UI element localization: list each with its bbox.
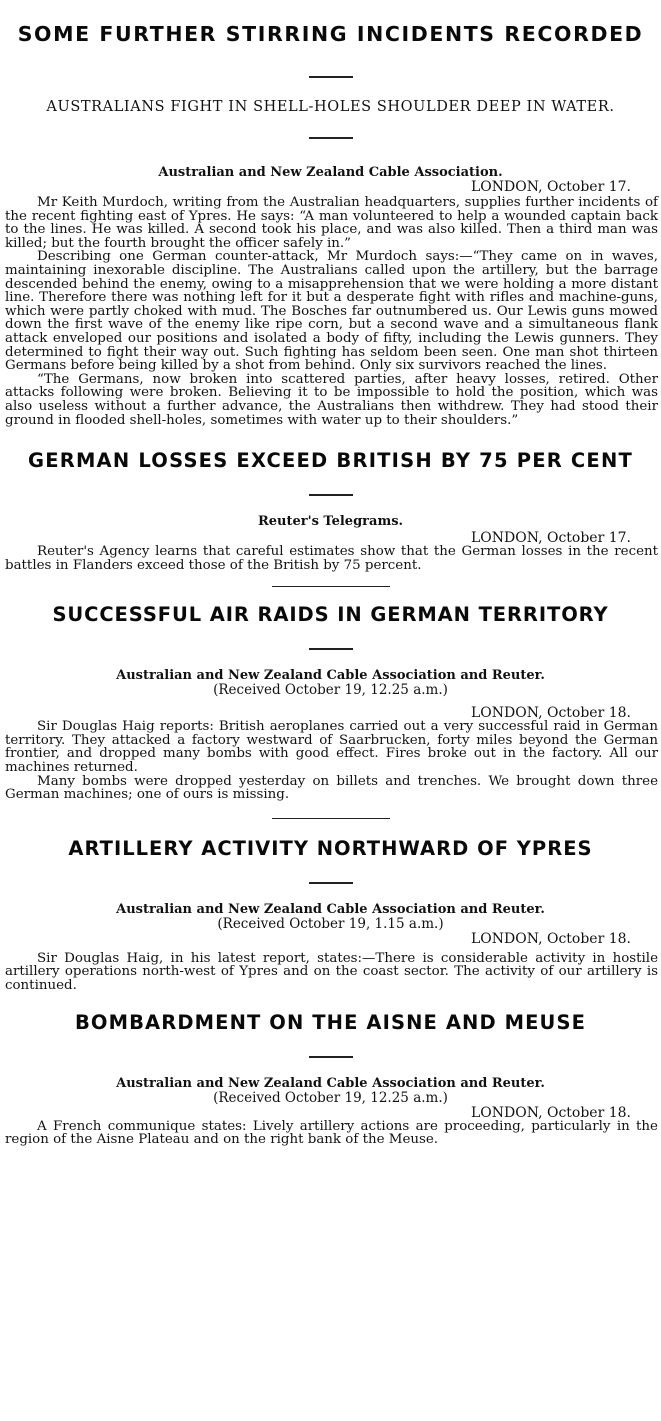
received-line: (Received October 19, 1.15 a.m.) (217, 915, 444, 932)
article-body (0, 720, 661, 802)
headline: GERMAN LOSSES EXCEED BRITISH BY 75 PER CENT (28, 449, 633, 473)
article-body (0, 545, 661, 572)
section-divider (272, 586, 390, 587)
article-2 (0, 449, 661, 572)
headline: SUCCESSFUL AIR RAIDS IN GERMAN TERRITORY (52, 603, 609, 627)
headline: ARTILLERY ACTIVITY NORTHWARD OF YPRES (68, 836, 593, 860)
subheadline: AUSTRALIANS FIGHT IN SHELL-HOLES SHOULDER DEEP IN WATER. (46, 99, 615, 115)
source-line: Australian and New Zealand Cable Association and Reuter. (116, 668, 545, 684)
paragraph: Many bombs were dropped yesterday on billets and trenches. We brought down three German machines; one of ours is missing. (5, 773, 658, 803)
divider (309, 76, 353, 78)
paragraph: Sir Douglas Haig reports: British aeroplanes carried out a very successful raid in German territory. They attacked a factory westward of Saarbrucken, forty miles beyond the German frontier, and dropped many bombs with good effect. Fires broke out in the factory. All our machines returned. (5, 719, 658, 776)
dateline: LONDON, October 18. (470, 705, 631, 722)
source-line: Australian and New Zealand Cable Association and Reuter. (116, 901, 545, 917)
article-body (0, 196, 661, 427)
article-3 (0, 603, 661, 802)
dateline: LONDON, October 17. (470, 530, 631, 547)
divider (309, 494, 353, 496)
dateline: LONDON, October 18. (470, 1104, 631, 1121)
paragraph: Describing one German counter-attack, Mr Murdoch says:—“They came on in waves, maintaining inexorable discipline. The Australians called upon the artillery, but the barrage descended behind the enemy, owing to a misapprehension that we were holding a more distant line. Therefore there was nothing left for it but a desperate fight with rifles and machine-guns, which were partly choked with mud. The Bosches far outnumbered us. Our Lewis guns mowed down the first wave of the enemy like ripe corn, but a second wave and a simultaneous flank attack enveloped our positions and isolated a body of fifty, including the Lewis gunners. They determined to fight their way out. Such fighting has seldom been seen. One man shot thirteen Germans before being killed by a shot from behind. Only six survivors reached the lines. (5, 249, 658, 374)
source-line: Australian and New Zealand Cable Association and Reuter. (116, 1075, 545, 1091)
article-5 (0, 1011, 661, 1147)
paragraph: A French communique states: Lively artillery actions are proceeding, particularly in the region of the Aisne Plateau and on the right bank of the Meuse. (5, 1118, 658, 1148)
article-body (0, 1120, 661, 1147)
source-line: Reuter's Telegrams. (257, 514, 404, 530)
divider (309, 137, 353, 139)
source-line: Australian and New Zealand Cable Association. (158, 165, 503, 180)
divider (309, 1056, 353, 1058)
received-line: (Received October 19, 12.25 a.m.) (213, 1089, 448, 1106)
paragraph: Reuter's Agency learns that careful estimates show that the German losses in the recent battles in Flanders exceed those of the British by 75 percent. (5, 544, 658, 573)
paragraph: Mr Keith Murdoch, writing from the Australian headquarters, supplies further incidents of the recent fighting east of Ypres. He says: “A man volunteered to help a wounded captain back to the lines. He was killed. A second took his place, and was also killed. Then a third man was killed; but the fourth brought the officer safely in.” (5, 195, 658, 251)
paragraph: “The Germans, now broken into scattered parties, after heavy losses, retired. Other attacks following were broken. Believing it to be impossible to hold the position, which was also useless without a further advance, the Australians then withdrew. They had stood their ground in flooded shell-holes, sometimes with water up to their shoulders.” (5, 371, 658, 428)
section-divider (272, 818, 390, 819)
divider (309, 882, 353, 884)
article-4 (0, 837, 661, 993)
received-line: (Received October 19, 12.25 a.m.) (213, 682, 448, 699)
divider (309, 648, 353, 650)
dateline: LONDON, October 17. (470, 179, 631, 195)
article-body (0, 952, 661, 993)
paragraph: Sir Douglas Haig, in his latest report, states:—There is considerable activity in hostile artillery operations north-west of Ypres and on the coast sector. The activity of our artillery is continued. (5, 950, 658, 994)
headline: BOMBARDMENT ON THE AISNE AND MEUSE (74, 1010, 587, 1034)
dateline: LONDON, October 18. (470, 930, 631, 947)
article-1 (0, 0, 661, 427)
headline: SOME FURTHER STIRRING INCIDENTS RECORDED (17, 22, 644, 46)
